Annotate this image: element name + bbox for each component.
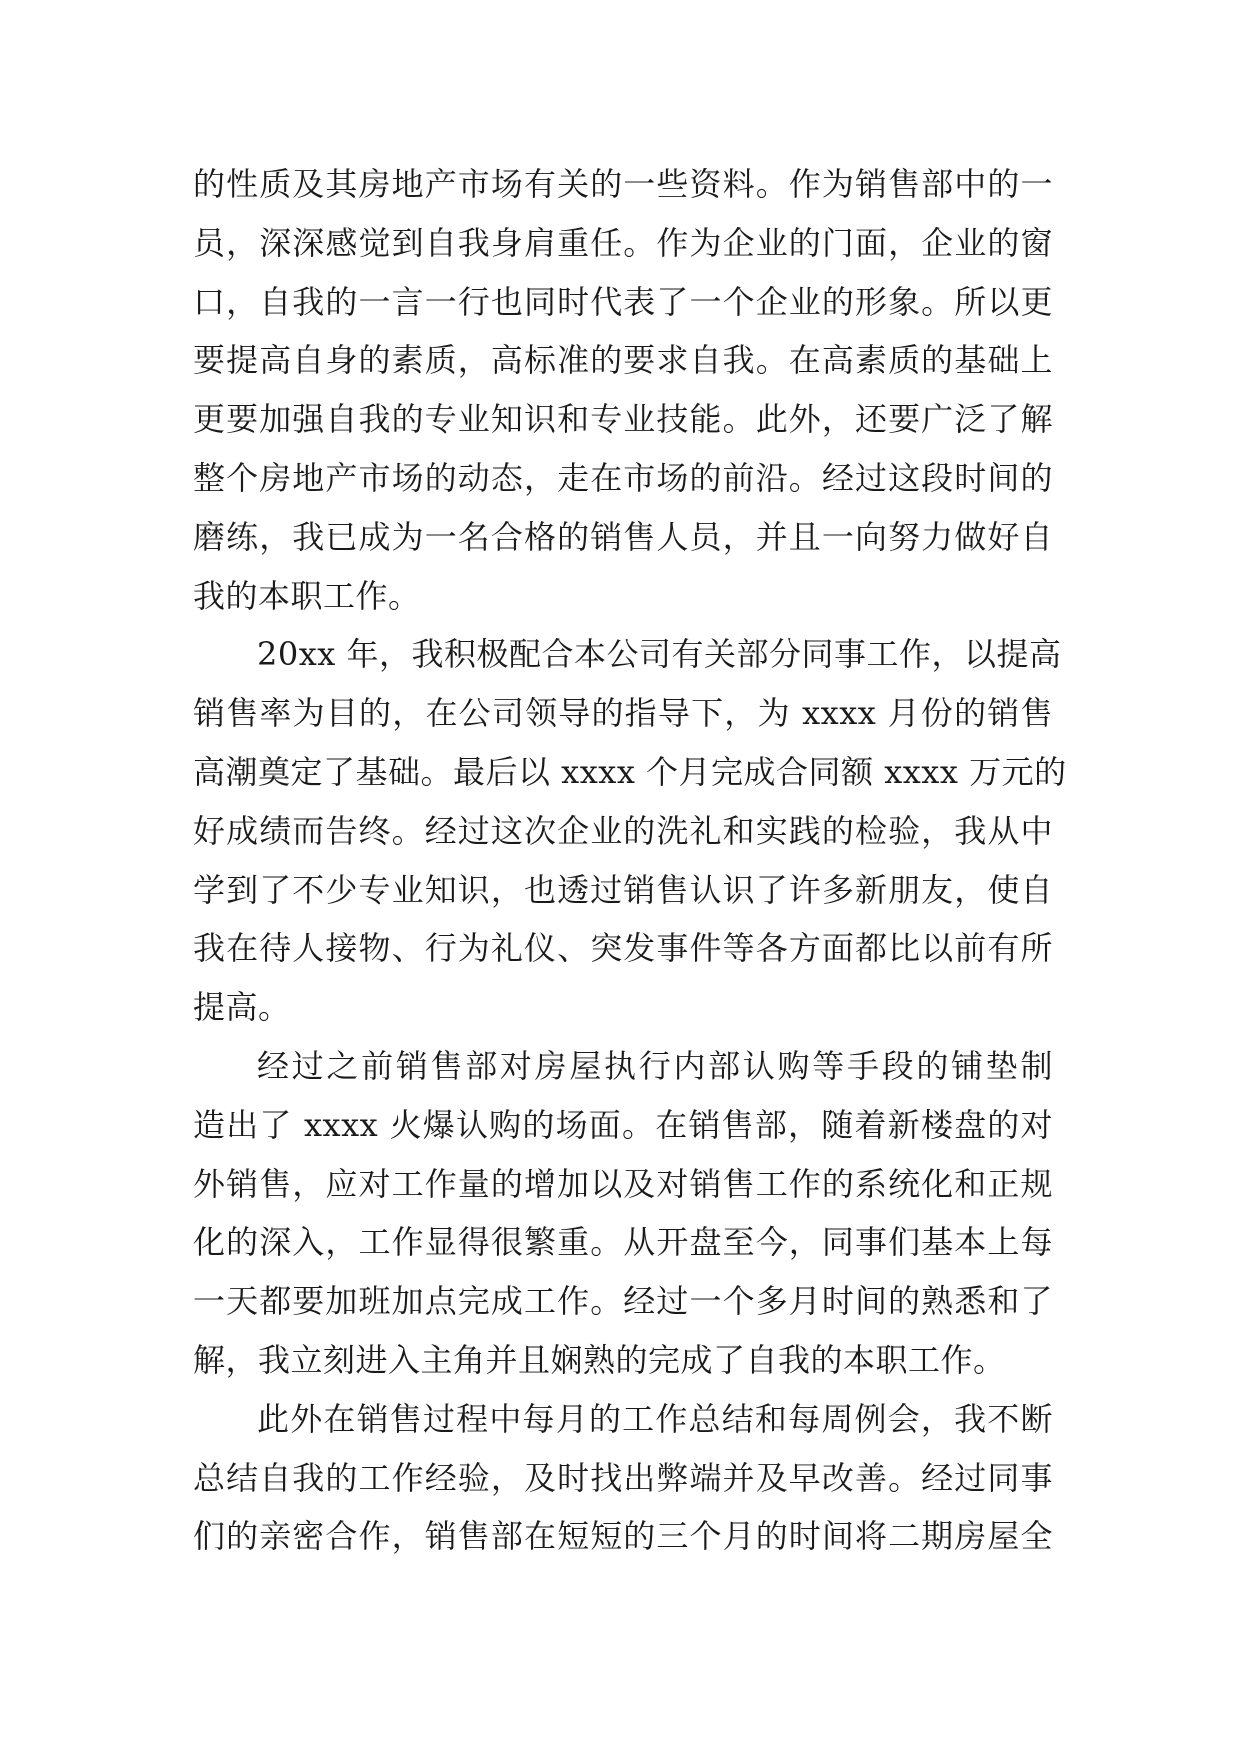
text-line: 口，自我的一言一行也同时代表了一个企业的形象。所以更: [193, 282, 1053, 321]
text-line: 员，深深感觉到自我身肩重任。作为企业的门面，企业的窗: [193, 223, 1053, 262]
text-line: 的性质及其房地产市场有关的一些资料。作为销售部中的一: [193, 165, 1053, 203]
text-line: 更要加强自我的专业知识和专业技能。此外，还要广泛了解: [193, 400, 1053, 439]
text-line: 外销售，应对工作量的增加以及对销售工作的系统化和正规: [193, 1164, 1053, 1203]
body-text: [193, 155, 1067, 1566]
paragraph: [193, 1390, 1053, 1566]
text-line: 磨练，我已成为一名合格的销售人员，并且一向努力做好自: [193, 517, 1053, 556]
text-line: 经过之前销售部对房屋执行内部认购等手段的铺垫制: [257, 1046, 1053, 1085]
text-line: 提高。: [193, 988, 291, 1027]
paragraph: [193, 625, 1067, 1037]
text-line: 一天都要加班加点完成工作。经过一个多月时间的熟悉和了: [193, 1282, 1053, 1321]
text-line: 高潮奠定了基础。最后以 xxxx 个月完成合同额 xxxx 万元的: [193, 752, 1067, 791]
text-line: 们的亲密合作，销售部在短短的三个月的时间将二期房屋全: [193, 1517, 1053, 1556]
text-line: 此外在销售过程中每月的工作总结和每周例会，我不断: [257, 1399, 1053, 1438]
text-line: 化的深入，工作显得很繁重。从开盘至今，同事们基本上每: [193, 1223, 1053, 1262]
paragraph: [193, 1037, 1053, 1390]
text-line: 造出了 xxxx 火爆认购的场面。在销售部，随着新楼盘的对: [193, 1105, 1053, 1144]
paragraph: [193, 155, 1053, 625]
text-line: 学到了不少专业知识，也透过销售认识了许多新朋友，使自: [193, 870, 1053, 909]
text-line: 要提高自身的素质，高标准的要求自我。在高素质的基础上: [193, 341, 1053, 380]
text-line: 总结自我的工作经验，及时找出弊端并及早改善。经过同事: [193, 1458, 1053, 1497]
text-line: 整个房地产市场的动态，走在市场的前沿。经过这段时间的: [193, 458, 1053, 497]
text-line: 我的本职工作。: [193, 576, 421, 615]
text-line: 好成绩而告终。经过这次企业的洗礼和实践的检验，我从中: [193, 811, 1053, 850]
text-line: 20xx 年，我积极配合本公司有关部分同事工作，以提高: [257, 635, 1062, 674]
text-line: 解，我立刻进入主角并且娴熟的完成了自我的本职工作。: [193, 1340, 1006, 1379]
text-line: 我在待人接物、行为礼仪、突发事件等各方面都比以前有所: [193, 929, 1053, 968]
text-line: 销售率为目的，在公司领导的指导下，为 xxxx 月份的销售: [193, 694, 1053, 733]
